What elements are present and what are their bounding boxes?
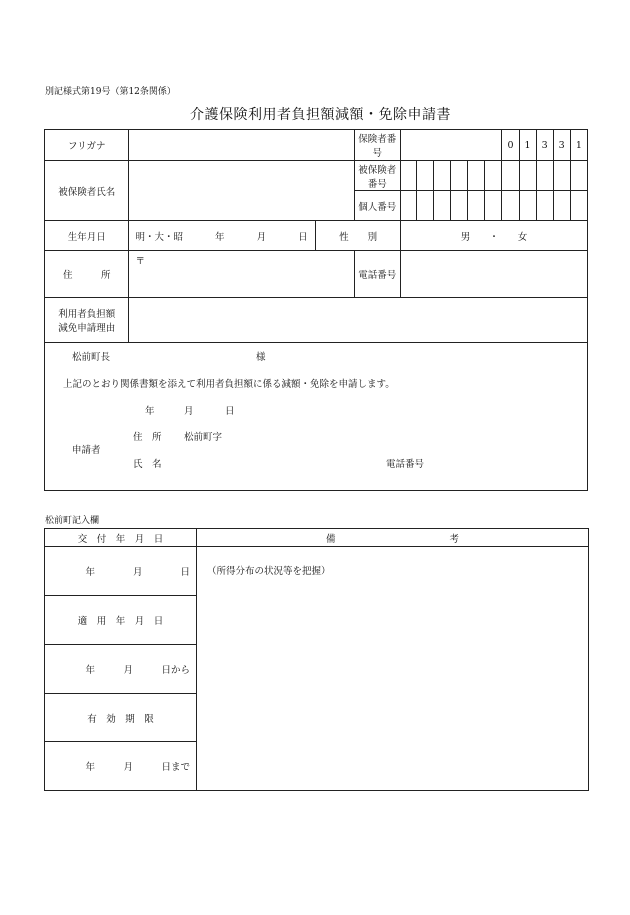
furigana-label: フリガナ [45,130,129,161]
addressee: 松前町長 [72,352,111,363]
reason-label-line2: 減免申請理由 [58,323,116,334]
insurer-no-label: 保険者番号 [354,130,400,161]
insurer-digit: 1 [570,130,587,161]
applicant-label: 申請者 [72,445,101,456]
insured-no-cell[interactable] [400,161,416,191]
reason-field[interactable] [129,298,588,343]
insurer-digit: 3 [553,130,570,161]
insured-no-cell[interactable] [485,161,502,191]
apply-date-label: 適 用 年 月 日 [45,596,197,645]
applicant-name-label: 氏 名 [133,459,162,470]
phone-field[interactable] [400,251,587,298]
document-title: 介護保険利用者負担額減額・免除申請書 [190,107,451,123]
birth-date-field[interactable] [129,221,316,251]
insured-no-cell[interactable] [434,161,451,191]
insured-no-label: 被保険者番号 [354,161,400,191]
remarks-note: （所得分布の状況等を把握） [207,566,331,577]
personal-no-cell[interactable] [536,191,553,221]
office-section-label: 松前町記入欄 [45,516,100,526]
insured-no-cell[interactable] [553,161,570,191]
birth-year-unit: 年 [215,231,225,243]
issue-date-header: 交 付 年 月 日 [45,529,197,547]
birth-month-unit: 月 [256,231,267,243]
address-label: 住 所 [45,251,129,298]
reason-label-line1: 利用者負担額 [58,309,116,320]
office-use-table [44,528,589,791]
personal-no-label: 個人番号 [354,191,400,221]
personal-no-cell[interactable] [519,191,536,221]
insured-no-cell[interactable] [536,161,553,191]
insurer-no-blank [400,130,502,161]
insured-no-cell[interactable] [468,161,485,191]
personal-no-cell[interactable] [434,191,451,221]
issue-date-value[interactable]: 年 月 日 [45,547,197,596]
personal-no-cell[interactable] [400,191,416,221]
sex-options[interactable]: 男 ・ 女 [400,221,587,251]
insured-no-cell[interactable] [570,161,587,191]
insurer-digit: 1 [519,130,536,161]
applicant-phone-label: 電話番号 [386,459,425,470]
insured-no-cell[interactable] [416,161,433,191]
furigana-field[interactable] [129,130,354,161]
phone-label: 電話番号 [354,251,400,298]
insured-no-cell[interactable] [519,161,536,191]
date-month: 月 [184,406,194,417]
birth-era: 明・大・昭 [135,231,183,243]
personal-no-cell[interactable] [451,191,468,221]
address-field[interactable] [129,251,354,298]
insurer-digit: 3 [536,130,553,161]
apply-from-value[interactable]: 年 月 日から [45,645,197,694]
personal-no-cell[interactable] [416,191,433,221]
personal-no-cell[interactable] [502,191,519,221]
insured-no-cell[interactable] [451,161,468,191]
personal-no-cell[interactable] [553,191,570,221]
applicant-address-value[interactable]: 松前町字 [184,432,223,443]
date-day: 日 [225,406,235,417]
personal-no-cell[interactable] [468,191,485,221]
valid-until-value[interactable]: 年 月 日まで [45,742,197,791]
application-form-table [44,129,588,491]
birth-day-unit: 日 [298,231,308,243]
postal-mark: 〒 [135,256,145,267]
remarks-header: 備 考 [197,529,589,547]
applicant-address-label: 住 所 [133,432,162,443]
insured-name-field[interactable] [129,161,354,221]
birth-label: 生年月日 [45,221,129,251]
remarks-field[interactable] [197,547,589,791]
insured-name-label: 被保険者氏名 [45,161,129,221]
validity-label: 有 効 期 限 [45,694,197,742]
application-block [45,343,588,491]
honorific: 様 [256,352,266,363]
insured-no-cell[interactable] [502,161,519,191]
form-number: 別記様式第19号（第12条関係） [45,87,176,97]
date-year: 年 [145,406,155,417]
personal-no-cell[interactable] [570,191,587,221]
personal-no-cell[interactable] [485,191,502,221]
reason-label [45,298,129,343]
sex-label: 性 別 [316,221,400,251]
insurer-digit: 0 [502,130,519,161]
application-statement: 上記のとおり関係書類を添えて利用者負担額に係る減額・免除を申請します。 [63,379,395,390]
